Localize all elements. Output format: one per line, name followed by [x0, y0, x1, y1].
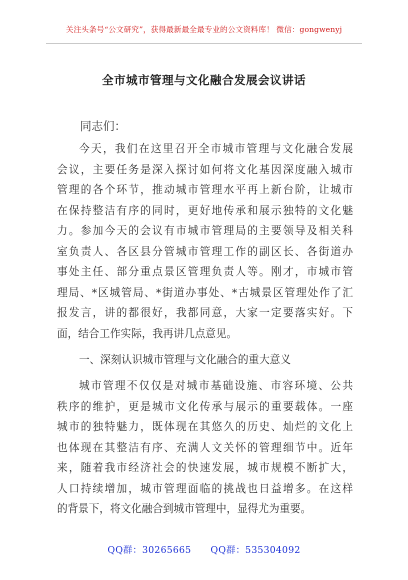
paragraph-line: 事处主任、部分重点景区管理负责人等。刚才，市城市管 [57, 266, 353, 278]
paragraph-line: 面，结合工作实际，我再讲几点意见。 [57, 327, 238, 340]
paragraph-line: 力。参加今天的会议有市城市管理局的主要领导及相关科 [57, 225, 353, 237]
paragraph-line: 报发言，讲的都很好，我都同意，大家一定要落实好。下 [57, 307, 353, 319]
paragraph-line: 理局、*区城管局、*街道办事处、*古城景区管理处作了汇 [57, 286, 353, 299]
section-heading: 一、深刻认识城市管理与文化融合的重大意义 [79, 354, 291, 366]
paragraph-line: 室负责人、各区县分管城市管理工作的副区长、各街道办 [57, 245, 353, 258]
document-title: 全市城市管理与文化融合发展会议讲话 [102, 73, 306, 87]
paragraph-line: 的背景下，将文化融合到城市管理中，显得尤为重要。 [57, 503, 312, 515]
paragraph-line: 今天，我们在这里召开全市城市管理与文化融合发展 [79, 143, 353, 155]
qq-group-1: QQ群：30265665 [107, 545, 192, 556]
paragraph-line: 城市管理不仅仅是对城市基础设施、市容环境、公共 [79, 380, 353, 392]
paragraph-line: 人口持续增加，城市管理面临的挑战也日益增多。在这样 [57, 482, 353, 495]
paragraph-line: 秩序的维护，更是城市文化传承与展示的重要载体。一座 [57, 400, 353, 413]
footer-contact [0, 542, 408, 556]
header-divider [46, 43, 362, 44]
paragraph-line: 城市的独特魅力，既体现在其悠久的历史、灿烂的文化上 [57, 421, 353, 433]
salutation: 同志们： [80, 119, 126, 133]
qq-group-2: QQ群：535304092 [210, 545, 301, 556]
paragraph-section1 [57, 376, 353, 520]
paragraph-line: 来，随着我市经济社会的快速发展，城市规模不断扩大， [57, 462, 353, 474]
paragraph-line: 在保持整洁有序的同时，更好地传承和展示独特的文化魅 [57, 204, 353, 217]
paragraph-line: 会议，主要任务是深入探讨如何将文化基因深度融入城市 [57, 163, 353, 176]
header-banner: 关注头条号“公文研究”，获得最新最全最专业的公文资料库！ 微信：gongwenyj [65, 25, 343, 34]
paragraph-line: 也体现在其整洁有序、充满人文关怀的管理细节中。近年 [57, 441, 353, 454]
paragraph-line: 管理的各个环节，推动城市管理水平再上新台阶，让城市 [57, 184, 353, 196]
paragraph-intro [57, 139, 353, 344]
